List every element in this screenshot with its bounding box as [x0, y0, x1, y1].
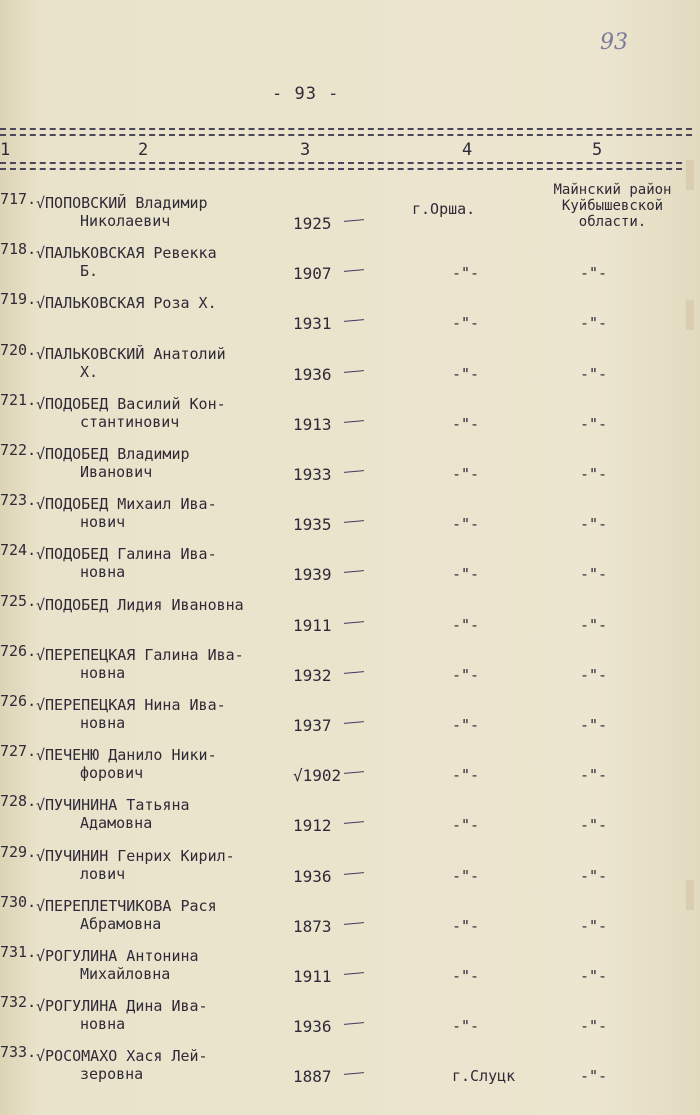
origin-place: -"- — [452, 766, 480, 785]
origin-place: -"- — [452, 916, 480, 935]
person-name-line1: √ПЕЧЕНЮ Данило Ники- — [36, 746, 217, 765]
row-number: 728. — [0, 792, 37, 811]
header-rule-bottom — [0, 162, 692, 164]
origin-place: -"- — [452, 866, 480, 885]
person-name-line1: √ПОДОБЕД Галина Ива- — [36, 545, 217, 564]
origin-place: -"- — [452, 565, 480, 584]
column-dash — [344, 822, 364, 825]
register-row — [0, 742, 700, 792]
row-number: 726. — [0, 692, 37, 710]
person-name-line2: Иванович — [80, 463, 153, 481]
column-dash — [344, 972, 364, 975]
person-name-line1: √ПОДОБЕД Владимир — [36, 445, 190, 463]
column-dash — [344, 269, 364, 272]
destination-region: -"- — [580, 665, 608, 684]
column-dash — [344, 671, 364, 674]
row-number: 722. — [0, 441, 37, 459]
person-name-line2: новна — [80, 563, 126, 582]
birth-year: 1911 — [293, 615, 332, 635]
column-number-3: 3 — [300, 140, 311, 160]
person-name-line1: √ПЕРЕПЛЕТЧИКОВА Рася — [36, 896, 217, 915]
birth-year: 1925 — [293, 214, 332, 233]
register-row — [0, 341, 700, 391]
column-dash — [344, 721, 364, 724]
destination-region: -"- — [580, 766, 608, 785]
column-dash — [344, 621, 364, 624]
person-name-line1: √ПАЛЬКОВСКАЯ Роза Х. — [36, 294, 217, 313]
birth-year: 1912 — [293, 816, 332, 836]
register-row — [0, 993, 700, 1043]
row-number: 723. — [0, 491, 37, 510]
person-name-line2: Абрамовна — [80, 914, 162, 933]
column-dash — [344, 1022, 364, 1025]
origin-place: -"- — [452, 816, 480, 835]
destination-region: Майнский район Куйбышевской области. — [553, 182, 672, 230]
birth-year: 1937 — [293, 716, 332, 735]
person-name-line2: лович — [80, 864, 126, 883]
destination-region: -"- — [580, 1017, 608, 1036]
destination-region: -"- — [580, 866, 608, 885]
column-dash — [344, 219, 364, 222]
column-number-2: 2 — [138, 140, 149, 160]
column-dash — [344, 370, 364, 373]
destination-region: -"- — [580, 414, 608, 433]
register-row — [0, 541, 700, 591]
register-row — [0, 943, 700, 993]
origin-place: -"- — [452, 414, 480, 433]
birth-year: 1931 — [293, 314, 332, 334]
person-name-line1: √ПОДОБЕД Василий Кон- — [36, 394, 226, 413]
row-number: 719. — [0, 290, 37, 309]
birth-year: 1936 — [293, 1017, 332, 1037]
origin-place: -"- — [452, 1017, 480, 1036]
destination-region: -"- — [580, 816, 608, 835]
person-name-line2: Михайловна — [80, 965, 171, 983]
person-name-line2: зеровна — [80, 1065, 144, 1084]
column-dash — [344, 420, 364, 423]
row-number: 720. — [0, 340, 37, 359]
person-name-line1: √РОГУЛИНА Антонина — [36, 947, 199, 965]
register-row — [0, 182, 700, 240]
register-row — [0, 893, 700, 943]
origin-place: -"- — [452, 465, 480, 483]
row-number: 724. — [0, 541, 37, 560]
birth-year: 1887 — [293, 1067, 332, 1087]
person-name-line1: √ПОДОБЕД Михаил Ива- — [36, 495, 217, 514]
birth-year: √1902 — [293, 766, 342, 786]
column-number-1: 1 — [0, 140, 11, 160]
birth-year: 1935 — [293, 515, 332, 535]
register-row — [0, 240, 700, 290]
register-row — [0, 290, 700, 340]
header-rule-bottom-2 — [0, 168, 692, 170]
person-name-line1: √ПОДОБЕД Лидия Ивановна — [36, 595, 244, 614]
origin-place: г.Орша. — [412, 200, 476, 218]
register-row — [0, 843, 700, 893]
person-name-line1: √ПАЛЬКОВСКИЙ Анатолий — [36, 344, 226, 363]
column-number-5: 5 — [592, 140, 603, 160]
birth-year: 1911 — [293, 967, 332, 986]
origin-place: -"- — [452, 615, 480, 634]
column-dash — [344, 872, 364, 875]
person-name-line2: Х. — [80, 362, 99, 381]
register-row — [0, 792, 700, 842]
person-name-line1: √ПЕРЕПЕЦКАЯ Галина Ива- — [36, 645, 244, 664]
column-number-4: 4 — [462, 140, 473, 160]
column-dash — [344, 922, 364, 925]
column-dash — [344, 1073, 364, 1076]
row-number: 730. — [0, 892, 37, 911]
register-row — [0, 391, 700, 441]
origin-place: -"- — [452, 264, 480, 283]
row-number: 721. — [0, 390, 37, 409]
destination-region: -"- — [580, 1067, 608, 1086]
destination-region: -"- — [580, 967, 608, 985]
person-name-line1: √РОГУЛИНА Дина Ива- — [36, 997, 208, 1016]
destination-region: -"- — [580, 916, 608, 935]
register-row — [0, 441, 700, 491]
row-number: 718. — [0, 240, 37, 259]
person-name-line1: √ПУЧИНИНА Татьяна — [36, 796, 190, 815]
person-name-line2: Адамовна — [80, 814, 153, 833]
person-name-line2: новна — [80, 714, 126, 732]
person-name-line2: стантинович — [80, 412, 180, 431]
origin-place: -"- — [452, 716, 480, 734]
header-rule-top — [0, 128, 692, 130]
column-dash — [344, 771, 364, 774]
row-number: 732. — [0, 993, 37, 1012]
person-name-line1: √ПАЛЬКОВСКАЯ Ревекка — [36, 244, 217, 263]
origin-place: -"- — [452, 515, 480, 534]
row-number: 717. — [0, 190, 37, 208]
origin-place: -"- — [452, 967, 480, 985]
person-name-line1: √РОСОМАХО Хася Лей- — [36, 1047, 208, 1066]
person-name-line2: Б. — [80, 262, 99, 281]
register-row — [0, 692, 700, 742]
person-name-line2: новна — [80, 1015, 126, 1034]
destination-region: -"- — [580, 465, 608, 483]
birth-year: 1932 — [293, 665, 332, 685]
typed-page-number: - 93 - — [272, 84, 340, 104]
destination-region: -"- — [580, 264, 608, 283]
register-row — [0, 592, 700, 642]
register-row — [0, 642, 700, 692]
person-name-line2: форович — [80, 764, 144, 783]
column-dash — [344, 520, 364, 523]
destination-region: -"- — [580, 565, 608, 584]
header-rule-top-2 — [0, 134, 692, 136]
birth-year: 1907 — [293, 264, 332, 284]
birth-year: 1936 — [293, 364, 332, 384]
row-number: 726. — [0, 641, 37, 660]
destination-region: -"- — [580, 314, 608, 333]
origin-place: г.Слуцк — [452, 1067, 516, 1086]
birth-year: 1873 — [293, 916, 332, 936]
person-name-line1: √ПЕРЕПЕЦКАЯ Нина Ива- — [36, 696, 226, 714]
person-name-line2: Николаевич — [80, 212, 171, 230]
origin-place: -"- — [452, 364, 480, 383]
row-number: 731. — [0, 943, 37, 961]
birth-year: 1936 — [293, 866, 332, 886]
person-name-line1: √ПУЧИНИН Генрих Кирил- — [36, 846, 235, 865]
register-row — [0, 491, 700, 541]
birth-year: 1913 — [293, 414, 332, 434]
origin-place: -"- — [452, 314, 480, 333]
row-number: 733. — [0, 1043, 37, 1062]
column-dash — [344, 571, 364, 574]
origin-place: -"- — [452, 665, 480, 684]
row-number: 729. — [0, 842, 37, 861]
row-number: 727. — [0, 742, 37, 761]
destination-region: -"- — [580, 515, 608, 534]
person-name-line2: новна — [80, 663, 126, 682]
person-name-line2: нович — [80, 513, 126, 532]
person-name-line1: √ПОПОВСКИЙ Владимир — [36, 194, 208, 212]
birth-year: 1933 — [293, 465, 332, 484]
handwritten-page-number: 93 — [600, 30, 628, 55]
destination-region: -"- — [580, 615, 608, 634]
row-number: 725. — [0, 591, 37, 610]
birth-year: 1939 — [293, 565, 332, 585]
column-dash — [344, 470, 364, 473]
column-dash — [344, 320, 364, 323]
destination-region: -"- — [580, 716, 608, 734]
destination-region: -"- — [580, 364, 608, 383]
register-row — [0, 1043, 700, 1093]
